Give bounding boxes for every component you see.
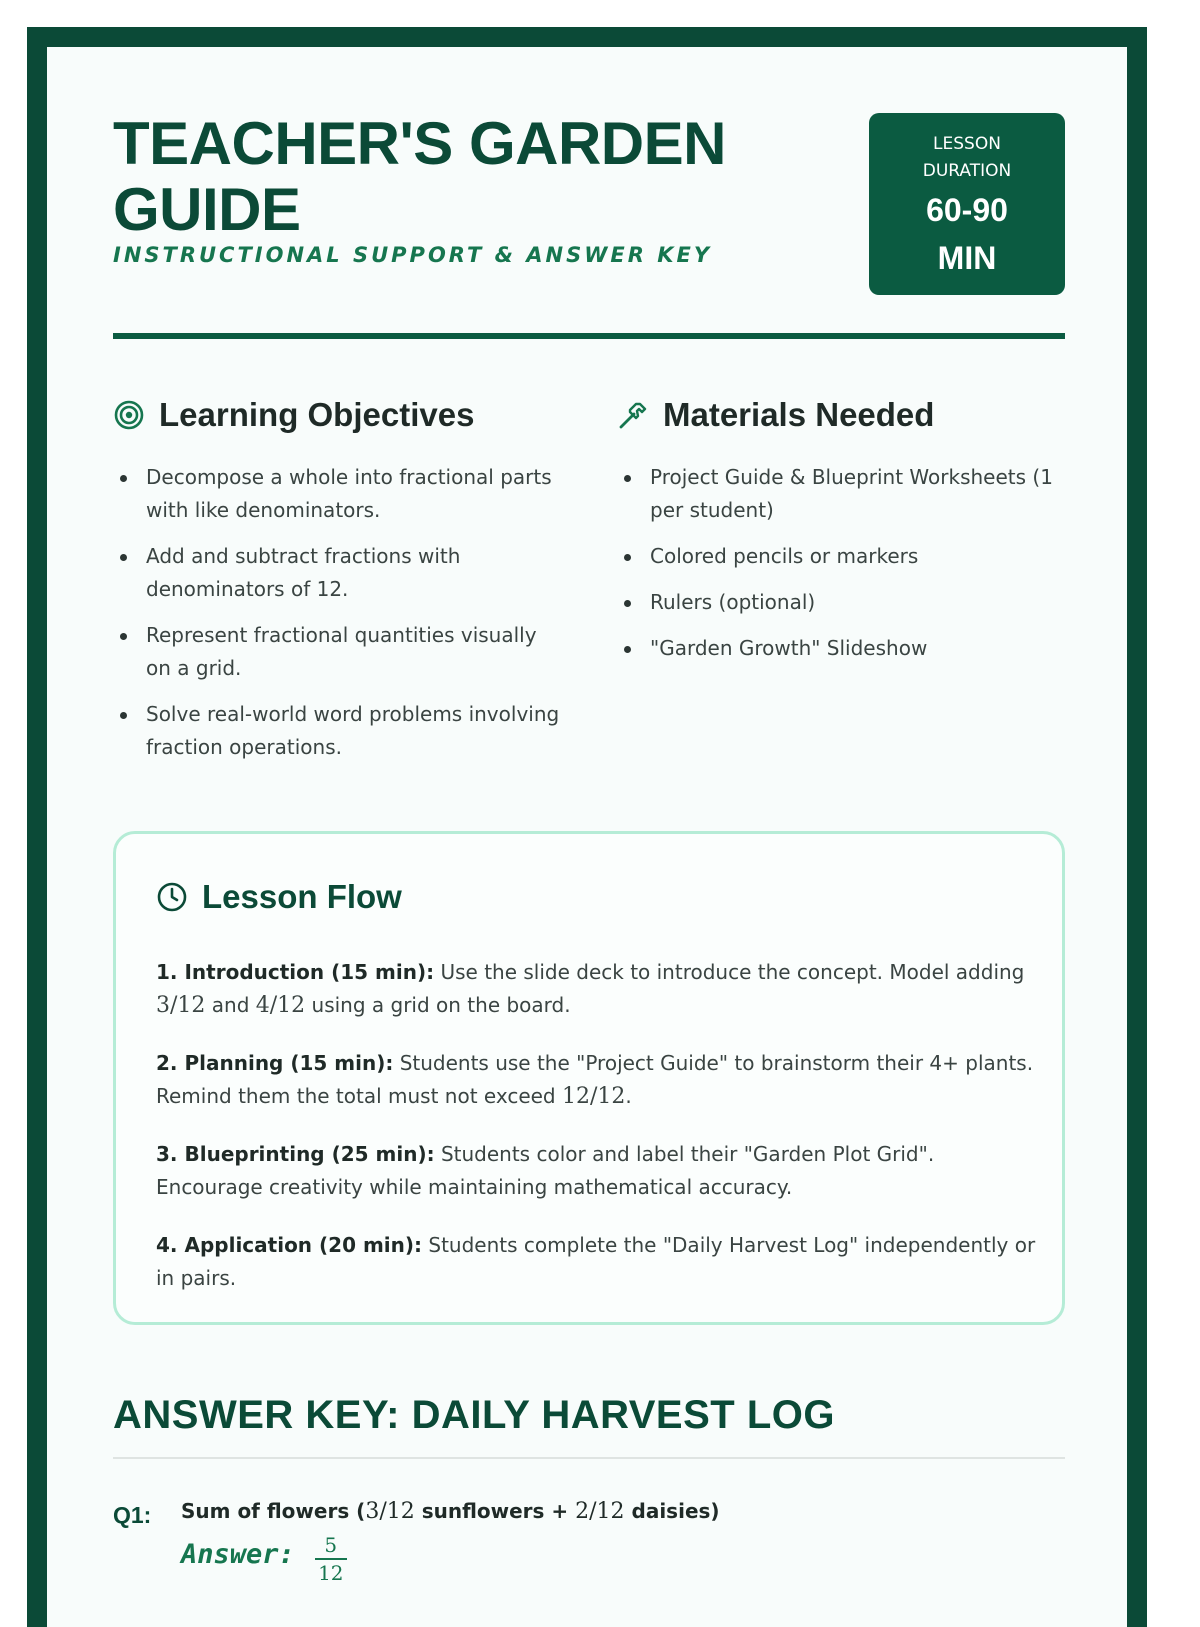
badge-value-line2: MIN <box>937 240 997 276</box>
objectives-header <box>113 395 563 435</box>
fraction-numerator: 5 <box>324 1533 338 1557</box>
fraction: 2/12 <box>575 1499 625 1524</box>
question-text-part: sunflowers + <box>414 1499 576 1523</box>
duration-badge <box>869 113 1065 295</box>
step-text: . <box>625 1084 632 1108</box>
list-item: "Garden Growth" Slideshow <box>617 632 1067 665</box>
materials-header <box>617 395 1067 435</box>
step-text: and <box>205 993 256 1017</box>
lesson-flow-card <box>113 831 1065 1325</box>
materials-section <box>617 395 1067 678</box>
list-item: Colored pencils or markers <box>617 540 1067 573</box>
step-text: using a grid on the board. <box>305 993 571 1017</box>
lesson-step <box>156 956 1036 1022</box>
objectives-list <box>113 461 563 764</box>
question-label: Q1: <box>113 1502 152 1528</box>
badge-value-line1: 60-90 <box>926 192 1008 228</box>
step-text: Students complete the "Daily Harvest Log" independently or in pairs. <box>156 1233 1036 1290</box>
lesson-step <box>156 1047 1036 1113</box>
step-text: Students color and label their "Garden Plot Grid". Encourage creativity while maintaining mathematical accuracy. <box>156 1142 935 1199</box>
header-divider <box>113 333 1065 339</box>
fraction: 3/12 <box>365 1499 415 1524</box>
materials-list <box>617 461 1067 665</box>
answer-label: Answer: <box>181 1539 295 1570</box>
answer-key-divider <box>113 1457 1065 1459</box>
list-item: Add and subtract fractions with denominators of 12. <box>113 540 563 606</box>
page-title: TEACHER'S GARDEN GUIDE <box>113 110 726 243</box>
page-subtitle: INSTRUCTIONAL SUPPORT & ANSWER KEY <box>113 243 713 267</box>
guide-sheet <box>47 47 1127 1627</box>
step-label: 2. Planning (15 min): <box>156 1051 394 1075</box>
fraction-denominator: 12 <box>318 1560 344 1585</box>
list-item: Decompose a whole into fractional parts with like denominators. <box>113 461 563 527</box>
step-text: Students use the "Project Guide" to brainstorm their 4+ plants. Remind them the total must not exceed <box>156 1051 1034 1108</box>
list-item: Represent fractional quantities visually on a grid. <box>113 619 563 685</box>
fraction: 3/12 <box>156 993 206 1018</box>
badge-label-line2: DURATION <box>922 161 1012 181</box>
fraction: 4/12 <box>255 993 306 1018</box>
badge-label-line1: LESSON <box>933 134 1001 154</box>
lesson-steps <box>156 956 1036 1320</box>
list-item: Rulers (optional) <box>617 586 1067 619</box>
fraction-bar <box>315 1558 347 1560</box>
lesson-flow-title: Lesson Flow <box>202 878 402 915</box>
list-item: Project Guide & Blueprint Worksheets (1 per student) <box>617 461 1067 527</box>
answer-row <box>181 1533 347 1585</box>
lesson-flow-header <box>156 878 402 916</box>
step-label: 3. Blueprinting (25 min): <box>156 1142 435 1166</box>
question-text-part: Sum of flowers ( <box>181 1499 366 1523</box>
question-text <box>181 1499 720 1524</box>
hammer-icon <box>617 399 649 431</box>
lesson-step <box>156 1138 1036 1204</box>
clock-icon <box>156 881 188 913</box>
lesson-step <box>156 1229 1036 1295</box>
target-icon <box>113 399 145 431</box>
step-label: 4. Application (20 min): <box>156 1233 423 1257</box>
materials-title: Materials Needed <box>663 396 935 433</box>
question-text-part: daisies) <box>624 1499 720 1523</box>
objectives-section <box>113 395 563 777</box>
answer-fraction <box>315 1533 347 1585</box>
answer-key-title: ANSWER KEY: DAILY HARVEST LOG <box>113 1393 835 1437</box>
fraction: 12/12 <box>562 1084 626 1109</box>
step-text: Use the slide deck to introduce the concept. Model adding <box>434 960 1025 984</box>
list-item: Solve real-world word problems involving fraction operations. <box>113 698 563 764</box>
objectives-title: Learning Objectives <box>159 396 475 433</box>
step-label: 1. Introduction (15 min): <box>156 960 435 984</box>
